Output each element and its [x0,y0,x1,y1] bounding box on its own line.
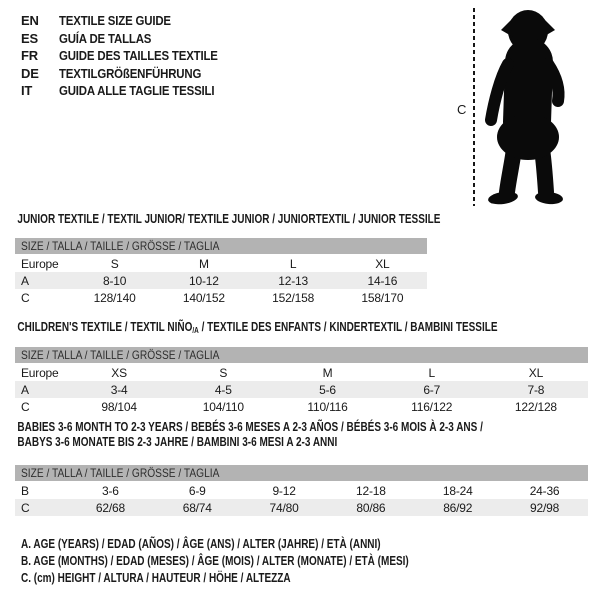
size-cell: 6-7 [423,382,441,397]
footnote-line: C. (cm) HEIGHT / ALTURA / HAUTEUR / HÖHE / ALTEZZA [21,571,291,586]
section-children [15,320,588,415]
section-title-wrap [15,420,588,465]
row-label: A [21,273,29,288]
table-row [15,289,427,306]
size-cell: 98/104 [101,399,137,414]
size-cell: 152/158 [272,290,315,305]
language-code: EN [21,13,39,29]
size-cell: 122/128 [514,399,557,414]
section-title: JUNIOR TEXTILE / TEXTIL JUNIOR/ TEXTILE JUNIOR / JUNIORTEXTIL / JUNIOR TESSILE [17,212,441,226]
table-row [15,381,588,398]
section-title [15,320,498,338]
size-header-text: SIZE / TALLA / TAILLE / GRÖSSE / TAGLIA [21,466,220,480]
language-label: GUIDA ALLE TAGLIE TESSILI [59,83,215,99]
section-title: BABIES 3-6 MONTH TO 2-3 YEARS / BEBÉS 3-6 MESES A 2-3 AÑOS / BÉBÉS 3-6 MOIS À 2-3 ANS / [17,420,483,434]
table-row [15,398,588,415]
language-row [21,82,239,100]
size-cell: 92/98 [530,500,560,515]
language-code: DE [21,65,39,81]
size-cell: 74/80 [269,500,299,515]
size-cell: M [322,365,333,380]
height-measure-label: C [457,102,467,117]
language-row [21,47,239,65]
section-title-wrap [15,212,441,238]
table-row [15,255,427,272]
language-row [21,30,239,48]
size-header-band [15,238,427,254]
language-code: ES [21,30,38,46]
footnote-line: A. AGE (YEARS) / EDAD (AÑOS) / ÂGE (ANS) / ALTER (JAHRE) / ETÀ (ANNI) [21,537,381,551]
language-label: TEXTILE SIZE GUIDE [59,13,171,29]
size-cell: L [428,365,435,380]
title-segment: /A [192,326,199,335]
table-row [15,482,588,499]
size-cell: 86/92 [443,500,473,515]
row-label: B [21,483,29,498]
section-babies [15,420,588,516]
table-row [15,499,588,516]
table-row [15,364,588,381]
language-label: GUIDE DES TAILLES TEXTILE [59,48,218,64]
size-cell: 9-12 [272,483,296,498]
footnote-line: B. AGE (MONTHS) / EDAD (MESES) / ÂGE (MOIS) / ALTER (MONATE) / ETÀ (MESI) [21,554,409,569]
toddler-silhouette-icon [482,6,574,208]
title-segment: CHILDREN'S TEXTILE / TEXTIL NIÑO [17,320,193,334]
language-label: GUÍA DE TALLAS [59,30,152,46]
row-label: C [21,399,30,414]
size-cell: 62/68 [95,500,125,515]
size-cell: 14-16 [367,273,398,288]
row-label: C [21,500,30,515]
size-cell: 158/170 [361,290,404,305]
section-junior [15,212,441,306]
size-cell: 8-10 [103,273,127,288]
size-cell: 104/110 [202,399,244,414]
language-row [21,65,239,83]
table-row [15,272,427,289]
size-cell: XL [375,256,390,271]
size-header-band [15,347,588,363]
size-header-text: SIZE / TALLA / TAILLE / GRÖSSE / TAGLIA [21,239,220,253]
size-header-text: SIZE / TALLA / TAILLE / GRÖSSE / TAGLIA [21,348,220,362]
row-label: Europe [21,365,59,380]
language-row [21,12,239,30]
size-cell: XS [111,365,127,380]
size-cell: 7-8 [527,382,545,397]
language-header [21,12,239,100]
size-cell: 3-4 [110,382,128,397]
size-cell: 3-6 [102,483,119,498]
size-cell: XL [528,365,544,380]
size-cell: 12-13 [278,273,308,288]
size-cell: 80/86 [356,500,386,515]
size-cell: L [289,256,297,271]
size-cell: 10-12 [189,273,219,288]
title-segment: / TEXTILE DES ENFANTS / KINDERTEXTIL / BAMBINI TESSILE [198,320,498,334]
size-cell: 128/140 [93,290,136,305]
size-cell: 110/116 [307,399,348,414]
section-title-wrap [15,320,588,347]
size-header-band [15,465,588,481]
size-cell: 12-18 [356,483,386,498]
size-cell: 24-36 [529,483,560,498]
row-label: Europe [21,256,59,271]
size-cell: 116/122 [411,399,453,414]
section-title: BABYS 3-6 MONATE BIS 2-3 JAHRE / BAMBINI 3-6 MESI A 2-3 ANNI [17,435,338,449]
row-label: A [21,382,29,397]
size-cell: 140/152 [182,290,225,305]
size-cell: 4-5 [214,382,232,397]
language-code: FR [21,48,38,64]
size-cell: M [198,256,209,271]
height-measure-line [473,8,475,206]
size-cell: 18-24 [442,483,473,498]
row-label: C [21,290,30,305]
size-cell: S [219,365,228,380]
size-cell: 6-9 [188,483,206,498]
language-code: IT [21,83,33,99]
language-label: TEXTILGRÖßENFÜHRUNG [59,65,202,81]
size-cell: 5-6 [319,382,336,397]
size-cell: 68/74 [182,500,212,515]
footnotes [21,536,506,588]
size-cell: S [110,256,119,271]
